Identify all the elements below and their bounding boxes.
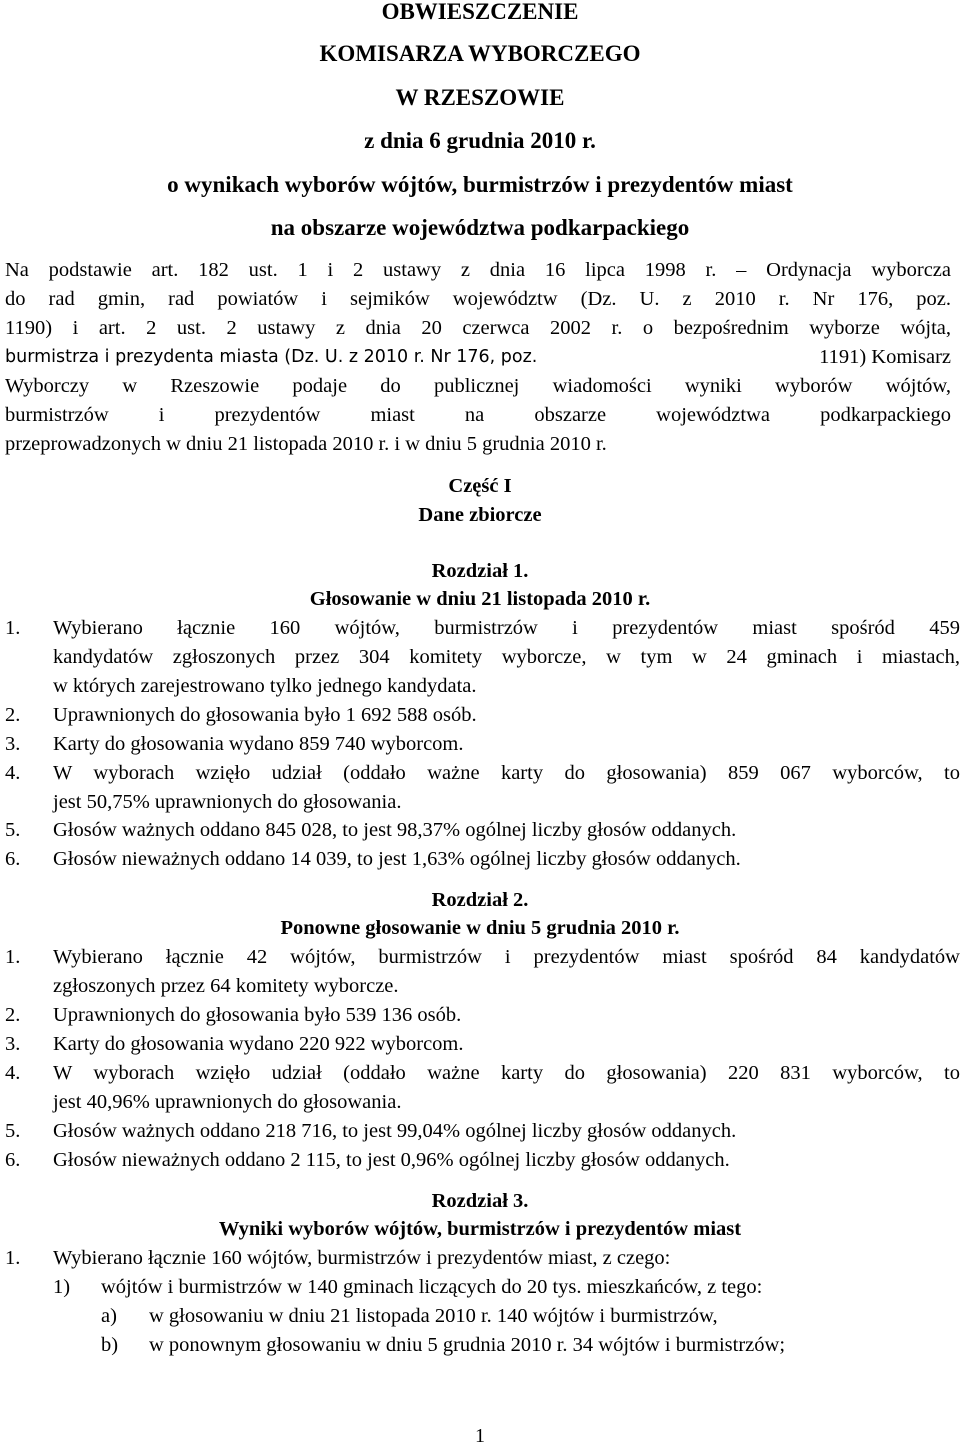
intro-line xyxy=(5,343,951,372)
list-item-number: 1. xyxy=(5,1247,21,1269)
intro-line-part: burmistrza i prezydenta miasta (Dz. U. z 2010 r. Nr 176, poz. xyxy=(5,347,538,367)
chapter1-title: Głosowanie w dniu 21 listopada 2010 r. xyxy=(309,588,651,610)
list-item-text: kandydatów zgłoszonych przez 304 komitety wyborcze, w tym w 24 gminach i miastach, xyxy=(53,646,960,668)
list-item-text: jest 40,96% uprawnionych do głosowania. xyxy=(53,1091,402,1113)
list-item-number: 3. xyxy=(5,1033,21,1055)
sublist-text: wójtów i burmistrzów w 140 gminach liczących do 20 tys. mieszkańców, z tego: xyxy=(101,1276,763,1298)
list-item-text: Wybierano łącznie 160 wójtów, burmistrzów i prezydentów miast, z czego: xyxy=(53,1247,671,1269)
list-item-text: W wyborach wzięło udział (oddało ważne karty do głosowania) 859 067 wyborców, to xyxy=(53,762,960,784)
list-item-text: Wybierano łącznie 42 wójtów, burmistrzów i prezydentów miast spośród 84 kandydatów xyxy=(53,946,960,968)
list-item-text: Głosów nieważnych oddano 2 115, to jest 0,96% ogólnej liczby głosów oddanych. xyxy=(53,1149,730,1171)
list-item-number: 2. xyxy=(5,1004,21,1026)
doc-city: W RZESZOWIE xyxy=(395,85,565,110)
doc-region: na obszarze województwa podkarpackiego xyxy=(270,215,690,240)
list-item-text: Uprawnionych do głosowania było 539 136 osób. xyxy=(53,1004,462,1026)
intro-line: burmistrzów i prezydentów miast na obszarze województwa podkarpackiego xyxy=(5,404,951,426)
list-item-text: zgłoszonych przez 64 komitety wyborcze. xyxy=(53,975,399,997)
intro-line-part: 1191) Komisarz xyxy=(819,346,951,368)
chapter3-title: Wyniki wyborów wójtów, burmistrzów i prezydentów miast xyxy=(218,1218,742,1240)
page-number: 1 xyxy=(475,1425,485,1447)
list-item-number: 4. xyxy=(5,1062,21,1084)
sublist-number: b) xyxy=(101,1334,119,1356)
intro-line: Wyborczy w Rzeszowie podaje do publicznej wiadomości wyniki wyborów wójtów, xyxy=(5,375,951,397)
list-item-number: 5. xyxy=(5,819,21,841)
list-item-text: Głosów nieważnych oddano 14 039, to jest 1,63% ogólnej liczby głosów oddanych. xyxy=(53,848,741,870)
doc-title: OBWIESZCZENIE xyxy=(381,0,579,24)
list-item-number: 6. xyxy=(5,1149,21,1171)
intro-line: do rad gmin, rad powiatów i sejmików województw (Dz. U. z 2010 r. Nr 176, poz. xyxy=(5,288,951,310)
list-item-text: W wyborach wzięło udział (oddało ważne karty do głosowania) 220 831 wyborców, to xyxy=(53,1062,960,1084)
doc-date: z dnia 6 grudnia 2010 r. xyxy=(364,128,596,153)
intro-line: przeprowadzonych w dniu 21 listopada 2010 r. i w dniu 5 grudnia 2010 r. xyxy=(5,433,607,455)
doc-subject: o wynikach wyborów wójtów, burmistrzów i prezydentów miast xyxy=(167,172,793,197)
list-item-text: Wybierano łącznie 160 wójtów, burmistrzów i prezydentów miast spośród 459 xyxy=(53,617,960,639)
sublist-number: 1) xyxy=(53,1276,71,1298)
list-item-number: 1. xyxy=(5,617,21,639)
list-item-number: 3. xyxy=(5,733,21,755)
list-item-text: Głosów ważnych oddano 218 716, to jest 99,04% ogólnej liczby głosów oddanych. xyxy=(53,1120,737,1142)
list-item-text: Karty do głosowania wydano 220 922 wyborcom. xyxy=(53,1033,464,1055)
sublist-text: w głosowaniu w dniu 21 listopada 2010 r. 140 wójtów i burmistrzów, xyxy=(149,1305,718,1327)
sublist-text: w ponownym głosowaniu w dniu 5 grudnia 2010 r. 34 wójtów i burmistrzów; xyxy=(149,1334,786,1356)
list-item-text: Karty do głosowania wydano 859 740 wyborcom. xyxy=(53,733,464,755)
list-item-text: Uprawnionych do głosowania było 1 692 588 osób. xyxy=(53,704,477,726)
chapter2-label: Rozdział 2. xyxy=(431,889,529,911)
list-item-text: Głosów ważnych oddano 845 028, to jest 98,37% ogólnej liczby głosów oddanych. xyxy=(53,819,737,841)
list-item-number: 4. xyxy=(5,762,21,784)
chapter3-label: Rozdział 3. xyxy=(431,1190,529,1212)
sublist-number: a) xyxy=(101,1305,117,1327)
chapter1-label: Rozdział 1. xyxy=(431,560,529,582)
intro-line: 1190) i art. 2 ust. 2 ustawy z dnia 20 czerwca 2002 r. o bezpośrednim wyborze wójta, xyxy=(5,317,951,339)
list-item-text: jest 50,75% uprawnionych do głosowania. xyxy=(53,791,402,813)
list-item-number: 2. xyxy=(5,704,21,726)
part-name: Dane zbiorcze xyxy=(418,504,542,526)
list-item-number: 6. xyxy=(5,848,21,870)
part-label: Część I xyxy=(448,475,512,497)
list-item-number: 5. xyxy=(5,1120,21,1142)
list-item-text: w których zarejestrowano tylko jednego kandydata. xyxy=(53,675,477,697)
intro-paragraph xyxy=(5,256,951,459)
list-item-number: 1. xyxy=(5,946,21,968)
chapter2-title: Ponowne głosowanie w dniu 5 grudnia 2010 r. xyxy=(280,917,680,939)
doc-authority: KOMISARZA WYBORCZEGO xyxy=(319,41,641,66)
intro-line: Na podstawie art. 182 ust. 1 i 2 ustawy z dnia 16 lipca 1998 r. – Ordynacja wyborcza xyxy=(5,259,951,281)
